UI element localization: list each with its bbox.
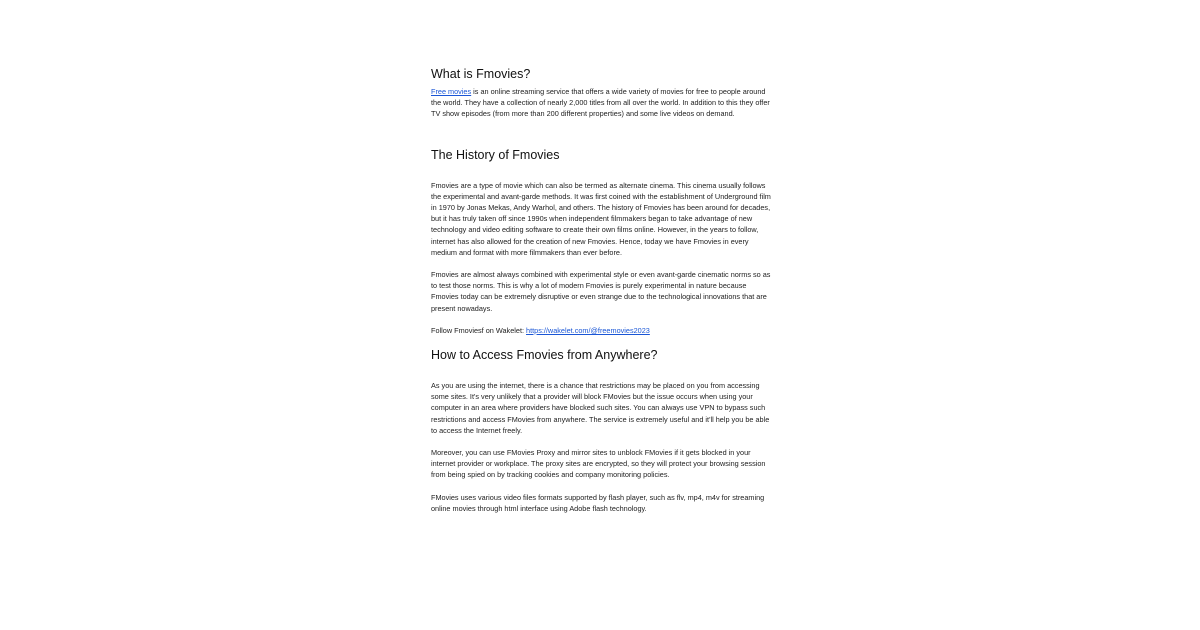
follow-wakelet-line [431,325,771,336]
heading-what-is-fmovies: What is Fmovies? [431,67,531,81]
paragraph-what-is-fmovies [431,86,771,120]
wakelet-link[interactable]: https://wakelet.com/@freemovies2023 [526,325,650,335]
free-movies-link[interactable]: Free movies [431,87,472,96]
paragraph-history-2: Fmovies are almost always combined with experimental style or even avant-garde cinematic norms so as to test those norms. This is why a lot of modern Fmovies is purely experimental in nature because Fmovies today can be extremely disruptive or even strange due to the technological innovations that are present nowadays. [431,270,771,313]
follow-label: Follow Fmoviesf on Wakelet: [431,325,527,335]
article-body [431,66,771,514]
paragraph-history-1: Fmovies are a type of movie which can also be termed as alternate cinema. This cinema usually follows the experimental and avant-garde methods. It was first coined with the establishment of Underground film in 1970 by Jonas Mekas, Andy Warhol, and others. The history of Fmovies has been around for decades, but it has truly taken off since 1990s when independent filmmakers began to take advantage of new technology and video editing software to create their own films online. However, in the years to follow, internet has also allowed for the creation of new Fmovies. Hence, today we have Fmovies in every medium and format with more filmmakers than ever before. [431,180,771,257]
paragraph-what-text: is an online streaming service that offers a wide variety of movies for free to people around the world. They have a collection of nearly 2,000 titles from all over the world. In addition to this they offer TV show episodes (from more than 200 different properties) and some live videos on demand. [431,87,770,119]
paragraph-access-3: FMovies uses various video files formats supported by flash player, such as flv, mp4, m4v for streaming online movies through html interface using Adobe flash technology. [431,492,765,513]
paragraph-access-2: Moreover, you can use FMovies Proxy and mirror sites to unblock FMovies if it gets blocked in your internet provider or workplace. The proxy sites are encrypted, so they will protect your browsing session from being spied on by tracking cookies and company monitoring policies. [431,448,766,480]
heading-history-of-fmovies: The History of Fmovies [431,147,560,162]
heading-how-to-access: How to Access Fmovies from Anywhere? [431,348,658,363]
paragraph-access-1: As you are using the internet, there is a chance that restrictions may be placed on you from accessing some sites. It's very unlikely that a provider will block FMovies but the issue occurs when using your computer in an area where providers have blocked such sites. You can always use VPN to bypass such restrictions and access FMovies from anywhere. The service is extremely useful and it'll help you be able to access the Internet freely. [431,381,770,435]
